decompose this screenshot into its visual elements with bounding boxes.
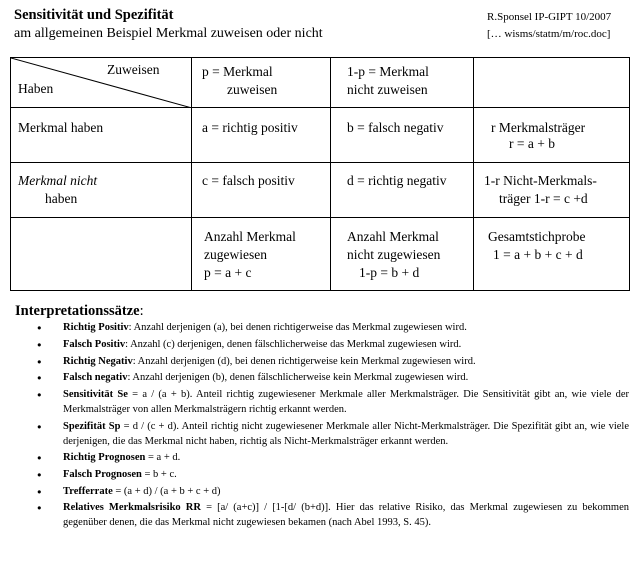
item-text: = a / (a + b). Anteil richtig zugewiesener Merkmale aller Merkmalsträger. Die Sensitivität gibt an, wie viele der Merkmalsträger von allen Merkmalsträgern richtig erkannt werden. (63, 388, 629, 415)
item-text: = d / (c + d). Anteil richtig nicht zugewiesener Merkmale aller Nicht-Merkmalsträger. Die Spezifität gibt an, wie viele derjenigen, die das Merkmal nicht haben, richtig als Nicht-Merkmalsträger erkannt werden. (63, 420, 629, 447)
corner-label-top: Zuweisen (107, 62, 160, 77)
table-row (11, 163, 630, 218)
item-text: : Anzahl derjenigen (b), denen fälschlicherweise kein Merkmal zugewiesen wird. (127, 372, 469, 384)
interpretation-heading-text: Interpretationssätze (15, 303, 140, 319)
col1-total-line1: Anzahl Merkmal (204, 229, 296, 244)
list-item (0, 354, 643, 369)
item-text: : Anzahl derjenigen (d), bei denen richtigerweise kein Merkmal zugewiesen wird. (132, 355, 476, 367)
item-text: = b + c. (141, 468, 177, 480)
item-text: : Anzahl derjenigen (a), bei denen richtigerweise das Merkmal zugewiesen wird. (128, 322, 467, 334)
row2-label-cell (11, 163, 192, 218)
row1-label: Merkmal haben (18, 120, 104, 135)
cell-d (331, 163, 474, 218)
cell-d-text: d = richtig negativ (347, 173, 447, 188)
item-term: Sensitivität Se (63, 388, 128, 400)
corner-label-bottom: Haben (18, 81, 54, 96)
grand-total-line2: 1 = a + b + c + d (493, 247, 583, 262)
row1-label-cell (11, 108, 192, 163)
list-item (0, 320, 643, 335)
col1-line1: p = Merkmal (202, 64, 273, 79)
row2-label-line1: Merkmal nicht (18, 173, 98, 188)
header-cell-nicht-zuweisen (331, 58, 474, 108)
item-term: Spezifität Sp (63, 420, 121, 432)
col1-total-line3: p = a + c (204, 265, 252, 280)
corner-cell (11, 58, 192, 108)
cell-b-text: b = falsch negativ (347, 120, 444, 135)
grand-total-line1: Gesamtstichprobe (488, 229, 586, 244)
item-term: Richtig Prognosen (63, 452, 146, 464)
list-item (0, 450, 643, 465)
item-text: : Anzahl (c) derjenigen, denen fälschlicherweise das Merkmal zugewiesen wird. (125, 338, 462, 350)
grand-total-cell (474, 218, 630, 291)
interpretation-heading-colon: : (139, 303, 144, 319)
page-subtitle: am allgemeinen Beispiel Merkmal zuweisen oder nicht (14, 26, 323, 41)
row2-total-line2: träger 1-r = c +d (499, 191, 588, 206)
col2-total-line3: 1-p = b + d (359, 265, 420, 280)
item-text: = (a + d) / (a + b + c + d) (112, 485, 221, 497)
col2-line2: nicht zuweisen (347, 82, 428, 97)
header-cell-zuweisen (192, 58, 331, 108)
table-row (11, 108, 630, 163)
row2-total-cell (474, 163, 630, 218)
col1-line2: zuweisen (227, 82, 278, 97)
interpretation-heading (15, 303, 144, 320)
cell-b (331, 108, 474, 163)
item-term: Falsch negativ (63, 372, 128, 384)
cell-c-text: c = falsch positiv (202, 173, 295, 188)
row1-total-line1: r Merkmalsträger (491, 120, 586, 135)
list-item (0, 484, 643, 499)
item-text: = a + d. (145, 452, 181, 464)
item-term: Falsch Prognosen (63, 468, 142, 480)
item-term: Relatives Merkmalsrisiko RR (63, 502, 201, 514)
list-item (0, 370, 643, 385)
col1-total-cell (192, 218, 331, 291)
author-line: R.Sponsel IP-GIPT 10/2007 (487, 11, 612, 23)
row1-total-line2: r = a + b (509, 136, 555, 151)
table-header-row (11, 58, 630, 108)
row2-label-line2: haben (45, 191, 78, 206)
page-title: Sensitivität und Spezifität (14, 7, 174, 23)
cell-c (192, 163, 331, 218)
row3-empty-cell (11, 218, 192, 291)
item-term: Falsch Positiv (63, 338, 126, 350)
item-term: Richtig Negativ (63, 355, 133, 367)
list-item (0, 387, 643, 417)
item-term: Trefferrate (63, 485, 113, 497)
list-item (0, 467, 643, 482)
header-cell-empty (474, 58, 630, 108)
item-text: = [a/ (a+c)] / [1-[d/ (b+d)]. Hier das relative Risiko, das Merkmal zugewiesen zu bekommen gegenüber denen, die das Merkmal nicht zugewiesen bekamen (nach Abel 1993, S. 45). (63, 502, 629, 529)
col2-total-cell (331, 218, 474, 291)
row2-total-line1: 1-r Nicht-Merkmals- (484, 173, 597, 188)
cell-a-text: a = richtig positiv (202, 120, 298, 135)
interpretation-list (0, 319, 643, 531)
source-reference: [… wisms/statm/m/roc.doc] (487, 28, 611, 40)
list-item (0, 500, 643, 530)
list-item (0, 337, 643, 352)
col1-total-line2: zugewiesen (204, 247, 267, 262)
col2-total-line1: Anzahl Merkmal (347, 229, 439, 244)
contingency-table (10, 57, 630, 291)
cell-a (192, 108, 331, 163)
table-row (11, 218, 630, 291)
col2-total-line2: nicht zugewiesen (347, 247, 441, 262)
row1-total-cell (474, 108, 630, 163)
list-item (0, 419, 643, 449)
col2-line1: 1-p = Merkmal (347, 64, 429, 79)
item-term: Richtig Positiv (63, 322, 129, 334)
